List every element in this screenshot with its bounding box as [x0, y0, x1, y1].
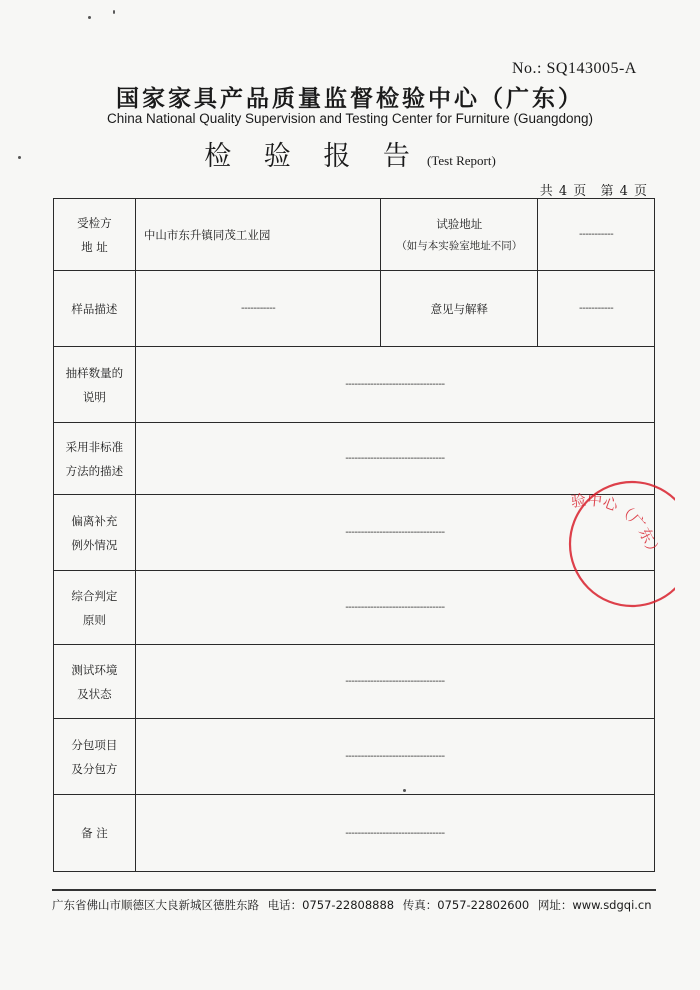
row-value: -------------------------------- — [135, 795, 654, 872]
footer-fax: 传真：0757-22802600 — [402, 898, 530, 912]
total-pages: 共 4 页 — [539, 184, 588, 199]
row-label: 测试环境 及状态 — [54, 645, 136, 719]
table-row — [54, 719, 655, 795]
table-row — [54, 199, 655, 271]
opinion-value: ----------- — [538, 271, 655, 347]
inspected-party-address-value: 中山市东升镇同茂工业园 — [135, 199, 381, 271]
document-title — [0, 134, 700, 173]
scan-speck — [88, 16, 91, 19]
sample-description-label: 样品描述 — [54, 271, 136, 347]
row-value: -------------------------------- — [135, 495, 654, 571]
table-row — [54, 271, 655, 347]
row-value: -------------------------------- — [135, 719, 654, 795]
row-label: 分包项目 及分包方 — [54, 719, 136, 795]
sample-description-value: ----------- — [135, 271, 381, 347]
row-value: -------------------------------- — [135, 645, 654, 719]
row-label: 采用非标准 方法的描述 — [54, 423, 136, 495]
row-value: -------------------------------- — [135, 423, 654, 495]
inspected-party-address-label: 受检方 地 址 — [54, 199, 136, 271]
table-row — [54, 495, 655, 571]
scan-speck — [113, 10, 115, 14]
report-number-label: No.: — [512, 60, 542, 77]
document-title-cn: 检 验 报 告 — [204, 141, 422, 172]
report-table — [53, 198, 655, 872]
document-title-en: (Test Report) — [427, 153, 496, 168]
row-label: 抽样数量的 说明 — [54, 347, 136, 423]
opinion-label: 意见与解释 — [381, 271, 538, 347]
table-row — [54, 795, 655, 872]
footer-address: 广东省佛山市顺德区大良新城区德胜东路 — [52, 898, 259, 912]
page-info — [532, 180, 648, 199]
current-page: 第 4 页 — [600, 184, 648, 199]
row-value: -------------------------------- — [135, 571, 654, 645]
footer-divider — [52, 889, 656, 891]
scan-speck — [18, 156, 21, 159]
organization-name-en: China National Quality Supervision and Testing Center for Furniture (Guangdong) — [106, 111, 594, 126]
stamp-text: 验中心（广东） — [569, 490, 663, 561]
organization-name-cn: 国家家具产品质量监督检验中心（广东） — [116, 85, 584, 112]
scan-speck — [403, 789, 406, 792]
test-address-label: 试验地址 （如与本实验室地址不同） — [381, 199, 538, 271]
report-number-value: SQ143005-A — [546, 60, 637, 77]
table-row — [54, 571, 655, 645]
row-label: 偏离补充 例外情况 — [54, 495, 136, 571]
row-label: 综合判定 原则 — [54, 571, 136, 645]
report-number — [512, 60, 637, 78]
table-row — [54, 347, 655, 423]
footer-contact — [52, 897, 662, 913]
footer-phone: 电话：0757-22808888 — [267, 898, 395, 912]
test-address-value: ----------- — [538, 199, 655, 271]
row-value: -------------------------------- — [135, 347, 654, 423]
table-row — [54, 645, 655, 719]
row-label: 备 注 — [54, 795, 136, 872]
table-row — [54, 423, 655, 495]
footer-website: 网址：www.sdgqi.cn — [537, 898, 652, 912]
